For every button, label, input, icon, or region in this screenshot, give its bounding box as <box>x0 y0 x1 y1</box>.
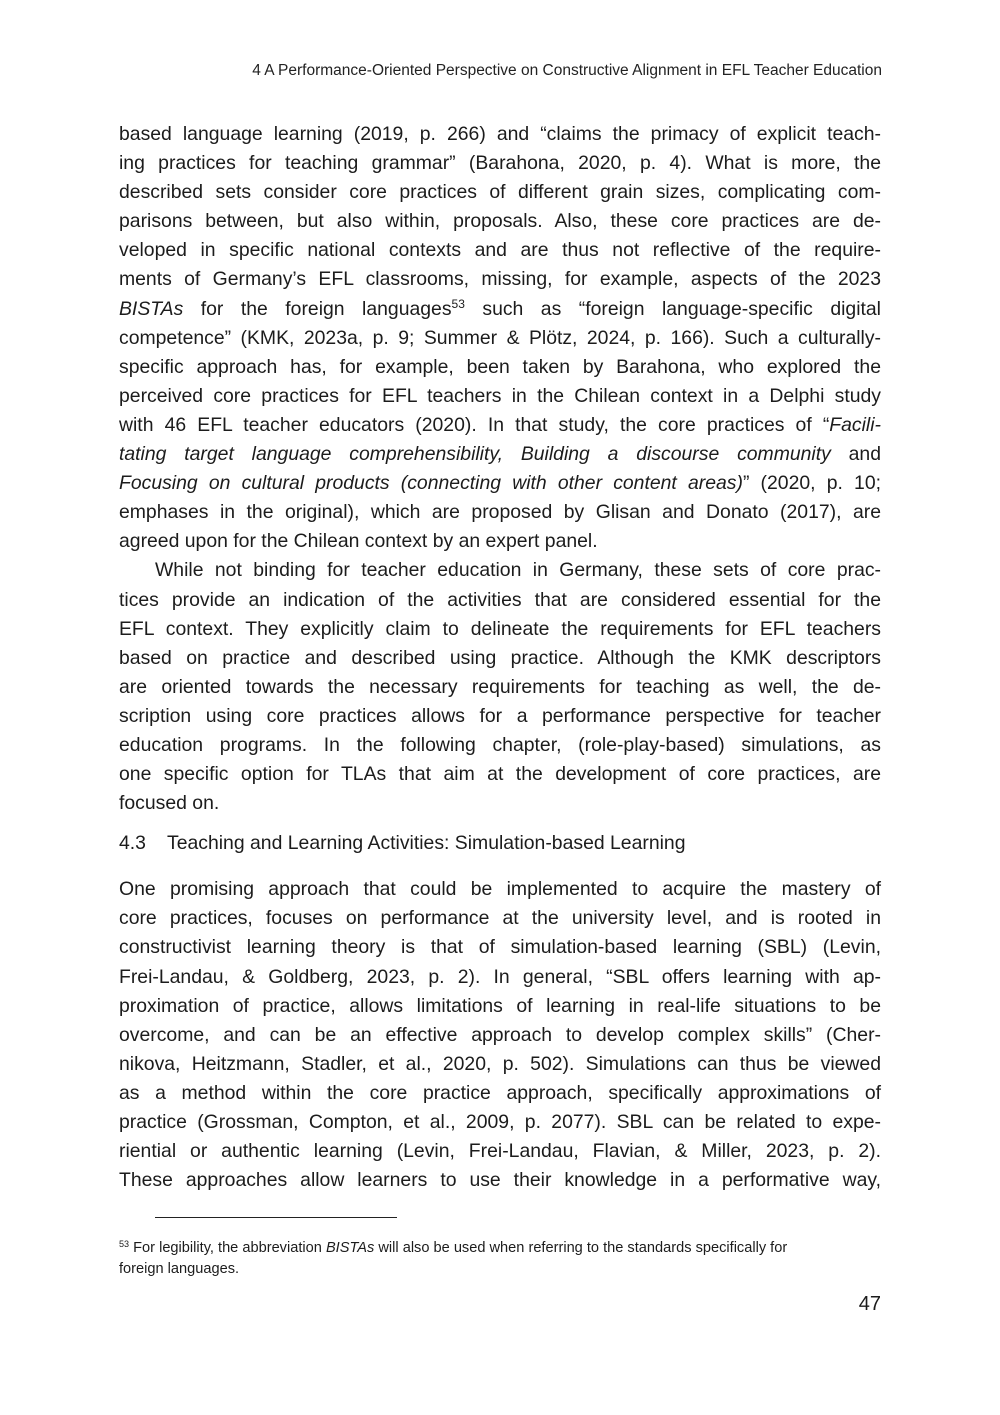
body-text <box>119 120 881 1195</box>
text-line: focused on. <box>119 792 220 815</box>
text-segment: with 46 EFL teacher educators (2020). In that study, the core practices of “ <box>119 413 830 436</box>
section-title: Teaching and Learning Activities: Simulation-based Learning <box>167 832 686 855</box>
text-line <box>119 469 881 498</box>
footnote <box>119 1238 881 1280</box>
text-segment: for the foreign languages <box>183 297 452 320</box>
text-segment: and <box>830 443 881 466</box>
text-line <box>119 440 881 469</box>
paragraph-2 <box>119 556 881 818</box>
italic-quote: Facili- <box>829 413 881 436</box>
text-segment: such as “foreign language-specific digital <box>464 297 881 320</box>
text-line: riential or authentic learning (Levin, Frei-Landau, Flavian, & Miller, 2023, p. 2). <box>119 1140 881 1163</box>
text-segment: ” (2020, p. 10; <box>742 472 881 495</box>
footnote-line: foreign languages. <box>119 1261 240 1277</box>
text-line: based on practice and described using practice. Although the KMK descriptors <box>119 646 881 669</box>
text-line: While not binding for teacher education in Germany, these sets of core prac- <box>155 559 881 582</box>
text-line: competence” (KMK, 2023a, p. 9; Summer & Plötz, 2024, p. 166). Such a culturally- <box>119 326 881 349</box>
paragraph-1 <box>119 120 881 556</box>
text-line: EFL context. They explicitly claim to delineate the requirements for EFL teachers <box>119 617 881 640</box>
text-line: One promising approach that could be implemented to acquire the mastery of <box>119 878 881 901</box>
text-line: one specific option for TLAs that aim at the development of core practices, are <box>119 763 881 786</box>
text-line: These approaches allow learners to use their knowledge in a performative way, <box>119 1169 881 1192</box>
text-line: practice (Grossman, Compton, et al., 2009, p. 2077). SBL can be related to expe- <box>119 1111 881 1133</box>
italic-quote: Focusing on cultural products (connecting with other content areas) <box>119 472 743 495</box>
text-line: parisons between, but also within, proposals. Also, these core practices are de- <box>119 210 881 233</box>
text-line: ing practices for teaching grammar” (Barahona, 2020, p. 4). What is more, the <box>119 152 881 175</box>
text-line: nikova, Heitzmann, Stadler, et al., 2020, p. 502). Simulations can thus be viewed <box>119 1052 881 1075</box>
text-line: proximation of practice, allows limitations of learning in real-life situations to be <box>119 994 881 1017</box>
text-line: emphases in the original), which are proposed by Glisan and Donato (2017), are <box>119 501 881 524</box>
italic-term: BISTAs <box>119 297 184 320</box>
text-line: veloped in specific national contexts and are thus not reflective of the require- <box>119 239 881 262</box>
text-line: agreed upon for the Chilean context by an expert panel. <box>119 530 598 553</box>
text-line: based language learning (2019, p. 266) and “claims the primacy of explicit teach- <box>119 123 881 145</box>
italic-quote: tating target language comprehensibility, Building a discourse community <box>119 443 831 466</box>
text-line: overcome, and can be an effective approach to develop complex skills” (Cher- <box>119 1023 881 1046</box>
italic-term: BISTAs <box>325 1240 375 1256</box>
section-heading <box>119 829 881 858</box>
text-segment: For legibility, the abbreviation <box>129 1240 326 1256</box>
text-line: specific approach has, for example, been taken by Barahona, who explored the <box>119 355 881 378</box>
text-line: core practices, focuses on performance at the university level, and is rooted in <box>119 907 881 930</box>
footnote-line <box>119 1238 881 1259</box>
section-number: 4.3 <box>119 832 146 855</box>
paragraph-3 <box>119 875 881 1195</box>
text-line: education programs. In the following chapter, (role-play-based) simulations, as <box>119 733 881 756</box>
text-line: scription using core practices allows for a performance perspective for teacher <box>119 704 881 727</box>
page-number: 47 <box>858 1293 881 1315</box>
text-line: tices provide an indication of the activities that are considered essential for the <box>119 588 881 611</box>
text-line <box>119 411 881 440</box>
text-line: Frei-Landau, & Goldberg, 2023, p. 2). In general, “SBL offers learning with ap- <box>119 965 881 988</box>
text-line: are oriented towards the necessary requirements for teaching as well, the de- <box>119 675 881 698</box>
text-line: perceived core practices for EFL teachers in the Chilean context in a Delphi study <box>119 384 881 407</box>
footnote-reference[interactable]: 53 <box>451 296 465 311</box>
text-line: as a method within the core practice approach, specifically approximations of <box>119 1081 881 1104</box>
text-line: constructivist learning theory is that of simulation-based learning (SBL) (Levin, <box>119 936 881 959</box>
text-line <box>119 295 881 324</box>
text-line: described sets consider core practices of different grain sizes, complicating com- <box>119 181 881 204</box>
text-segment: will also be used when referring to the standards specifically for <box>374 1240 788 1256</box>
text-line: ments of Germany’s EFL classrooms, missing, for example, aspects of the 2023 <box>119 268 881 291</box>
footnote-marker: 53 <box>119 1239 130 1250</box>
footnote-divider <box>155 1217 397 1218</box>
running-header: 4 A Performance-Oriented Perspective on Constructive Alignment in EFL Teacher Education <box>252 62 882 79</box>
